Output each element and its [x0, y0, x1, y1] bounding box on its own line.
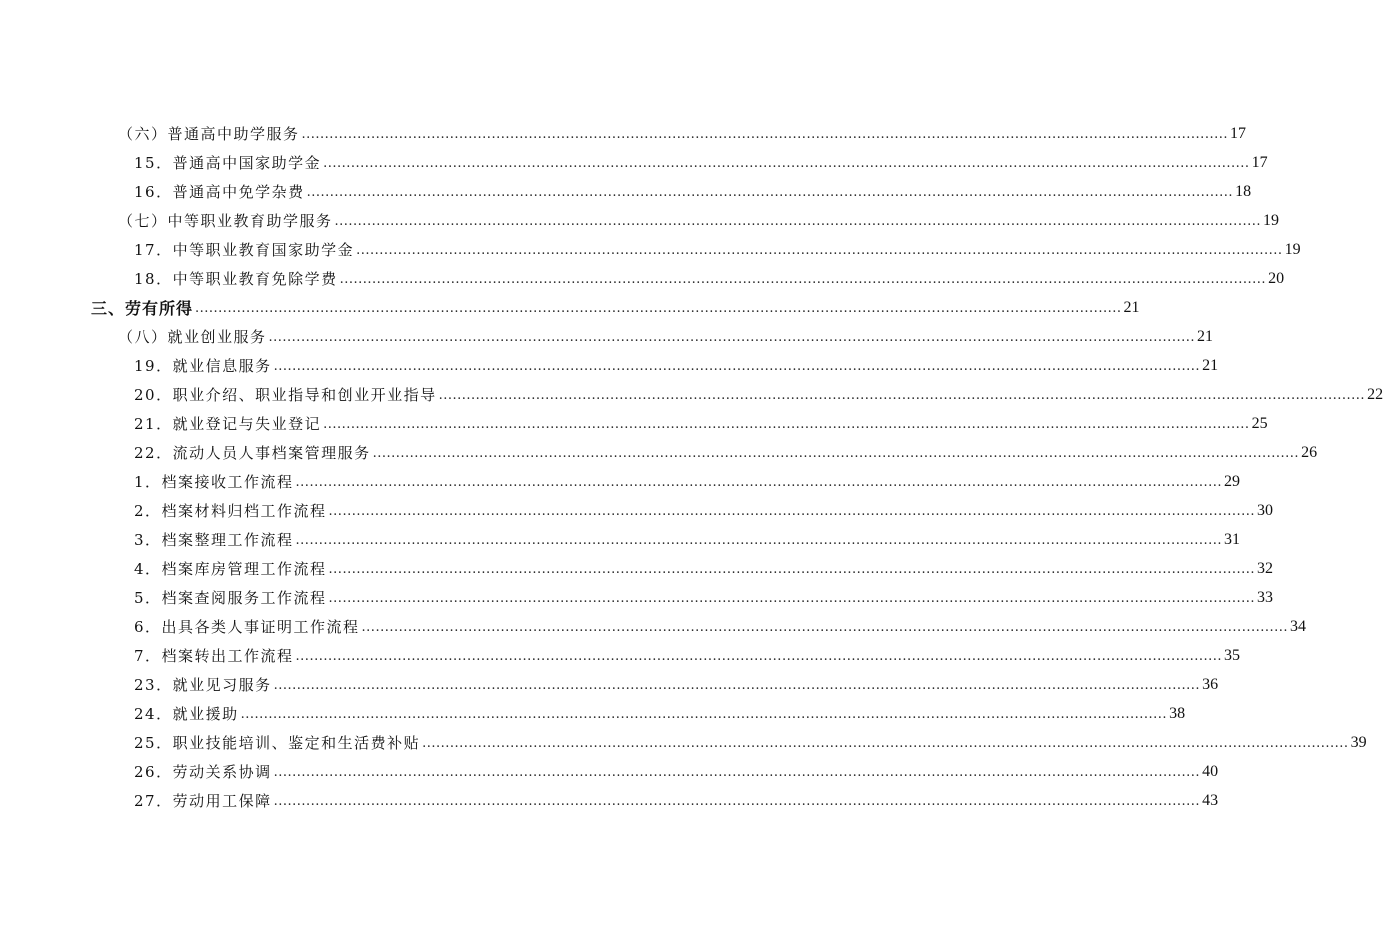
toc-leader-dots: ........................................................................................................................................................................................................	[356, 243, 1283, 258]
toc-leader-dots: ........................................................................................................................................................................................................	[273, 794, 1201, 809]
toc-leader-dots: ........................................................................................................................................................................................................	[295, 475, 1223, 490]
toc-entry[interactable]	[0, 380, 1383, 409]
toc-entry[interactable]	[0, 264, 1285, 293]
toc-entry-label: 5．档案查阅服务工作流程	[134, 589, 327, 607]
toc-leader-dots: ........................................................................................................................................................................................................	[273, 765, 1201, 780]
toc-entry-label: 22．流动人员人事档案管理服务	[134, 444, 371, 462]
toc-entry[interactable]	[0, 554, 1274, 583]
toc-leader-dots: ........................................................................................................................................................................................................	[195, 301, 1122, 316]
toc-entry-label: （八）就业创业服务	[118, 328, 267, 346]
toc-entry-page-number: 21	[1123, 298, 1140, 316]
toc-entry[interactable]	[0, 699, 1186, 728]
toc-entry-page-number: 43	[1202, 791, 1219, 809]
toc-entry-label: 23．就业见习服务	[134, 676, 272, 694]
toc-entry[interactable]	[0, 322, 1213, 351]
toc-entry-label: 27．劳动用工保障	[134, 792, 272, 810]
table-of-contents	[0, 119, 1383, 815]
toc-entry[interactable]	[0, 641, 1241, 670]
toc-entry[interactable]	[0, 235, 1301, 264]
toc-entry-label: 20．职业介绍、职业指导和创业开业指导	[134, 386, 437, 404]
toc-entry-label: 6．出具各类人事证明工作流程	[134, 618, 360, 636]
toc-entry-label: 26．劳动关系协调	[134, 763, 272, 781]
toc-entry-label: 15．普通高中国家助学金	[134, 154, 322, 172]
toc-leader-dots: ........................................................................................................................................................................................................	[240, 707, 1168, 722]
toc-entry[interactable]	[0, 438, 1318, 467]
toc-leader-dots: ........................................................................................................................................................................................................	[295, 533, 1223, 548]
toc-entry-page-number: 39	[1350, 733, 1367, 751]
toc-entry-label: 24．就业援助	[134, 705, 239, 723]
toc-leader-dots: ........................................................................................................................................................................................................	[328, 591, 1256, 606]
toc-entry-page-number: 33	[1257, 588, 1274, 606]
toc-entry-page-number: 36	[1202, 675, 1219, 693]
toc-entry-page-number: 40	[1202, 762, 1219, 780]
toc-leader-dots: ........................................................................................................................................................................................................	[323, 417, 1250, 432]
toc-entry-label: 18．中等职业教育免除学费	[134, 270, 338, 288]
toc-entry-label: 17．中等职业教育国家助学金	[134, 241, 355, 259]
toc-entry-label: （七）中等职业教育助学服务	[118, 212, 333, 230]
toc-leader-dots: ........................................................................................................................................................................................................	[422, 736, 1349, 751]
toc-entry-label: 7．档案转出工作流程	[134, 647, 294, 665]
toc-entry-page-number: 32	[1257, 559, 1274, 577]
toc-entry[interactable]	[0, 351, 1219, 380]
toc-entry[interactable]	[0, 409, 1268, 438]
toc-entry-page-number: 38	[1169, 704, 1186, 722]
toc-entry[interactable]	[0, 670, 1219, 699]
toc-entry[interactable]	[0, 583, 1274, 612]
toc-entry-label: 2．档案材料归档工作流程	[134, 502, 327, 520]
toc-entry[interactable]	[0, 496, 1274, 525]
toc-entry-page-number: 20	[1268, 269, 1285, 287]
toc-entry-label: 25．职业技能培训、鉴定和生活费补贴	[134, 734, 421, 752]
toc-entry[interactable]	[0, 177, 1252, 206]
toc-leader-dots: ........................................................................................................................................................................................................	[438, 388, 1366, 403]
toc-entry-label: 21．就业登记与失业登记	[134, 415, 322, 433]
toc-entry[interactable]	[0, 786, 1219, 815]
toc-leader-dots: ........................................................................................................................................................................................................	[361, 620, 1289, 635]
toc-entry-page-number: 17	[1229, 124, 1246, 142]
toc-leader-dots: ........................................................................................................................................................................................................	[328, 562, 1256, 577]
toc-entry-page-number: 29	[1224, 472, 1241, 490]
toc-entry[interactable]	[0, 119, 1246, 148]
toc-entry-page-number: 17	[1251, 153, 1268, 171]
toc-entry-label: 三、劳有所得	[91, 299, 194, 318]
toc-leader-dots: ........................................................................................................................................................................................................	[323, 156, 1250, 171]
toc-entry-label: 3．档案整理工作流程	[134, 531, 294, 549]
toc-entry-label: 1．档案接收工作流程	[134, 473, 294, 491]
toc-entry-page-number: 22	[1367, 385, 1383, 403]
toc-leader-dots: ........................................................................................................................................................................................................	[273, 359, 1201, 374]
toc-entry-page-number: 34	[1290, 617, 1307, 635]
toc-entry[interactable]	[0, 206, 1279, 235]
toc-entry-page-number: 19	[1262, 211, 1279, 229]
toc-leader-dots: ........................................................................................................................................................................................................	[328, 504, 1256, 519]
toc-leader-dots: ........................................................................................................................................................................................................	[273, 678, 1201, 693]
toc-entry-page-number: 18	[1235, 182, 1252, 200]
toc-entry-label: 4．档案库房管理工作流程	[134, 560, 327, 578]
toc-entry[interactable]	[0, 728, 1367, 757]
toc-entry[interactable]	[0, 757, 1219, 786]
toc-entry[interactable]	[0, 612, 1307, 641]
toc-entry-page-number: 31	[1224, 530, 1241, 548]
toc-entry-label: 16．普通高中免学杂费	[134, 183, 305, 201]
toc-leader-dots: ........................................................................................................................................................................................................	[306, 185, 1234, 200]
toc-entry-label: 19．就业信息服务	[134, 357, 272, 375]
toc-entry-page-number: 21	[1202, 356, 1219, 374]
toc-entry[interactable]	[0, 293, 1140, 322]
toc-entry[interactable]	[0, 148, 1268, 177]
toc-leader-dots: ........................................................................................................................................................................................................	[339, 272, 1267, 287]
toc-leader-dots: ........................................................................................................................................................................................................	[372, 446, 1300, 461]
toc-entry-page-number: 21	[1196, 327, 1213, 345]
toc-entry-page-number: 30	[1257, 501, 1274, 519]
toc-entry-page-number: 25	[1251, 414, 1268, 432]
toc-entry[interactable]	[0, 467, 1241, 496]
toc-entry-page-number: 35	[1224, 646, 1241, 664]
toc-leader-dots: ........................................................................................................................................................................................................	[268, 330, 1195, 345]
toc-leader-dots: ........................................................................................................................................................................................................	[334, 214, 1261, 229]
toc-leader-dots: ........................................................................................................................................................................................................	[301, 127, 1228, 142]
toc-entry[interactable]	[0, 525, 1241, 554]
toc-entry-page-number: 26	[1301, 443, 1318, 461]
toc-entry-label: （六）普通高中助学服务	[118, 125, 300, 143]
toc-entry-page-number: 19	[1284, 240, 1301, 258]
toc-leader-dots: ........................................................................................................................................................................................................	[295, 649, 1223, 664]
